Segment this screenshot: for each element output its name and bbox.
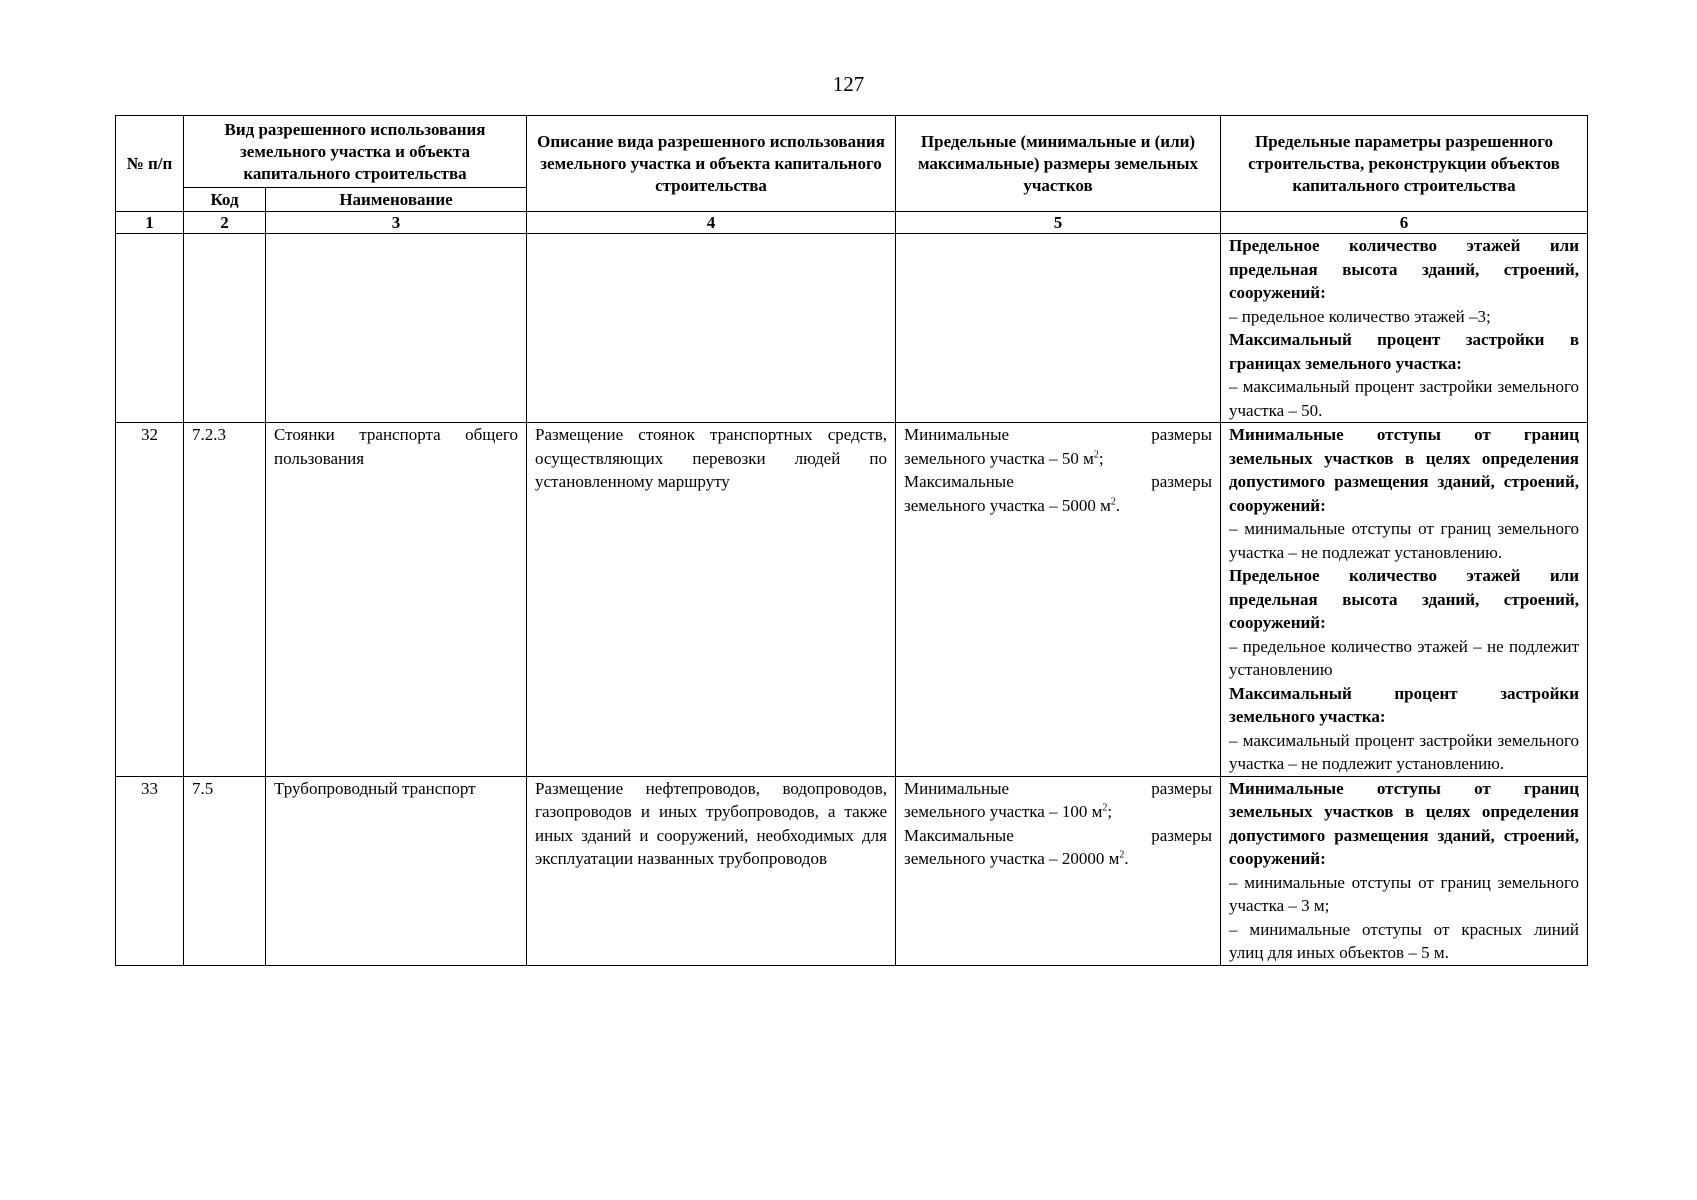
punctuation: . [1124,849,1129,868]
param-value: – предельное количество этажей – не подлежит установлению [1229,636,1579,679]
header-opisanie: Описание вида разрешенного использования земельного участка и объекта капитального строительства [527,116,896,212]
size-label: Минимальные размеры [904,425,1212,444]
column-number: 3 [266,212,527,234]
code-cell: 7.2.3 [184,423,266,777]
punctuation: ; [1098,448,1104,468]
unit-exponent: 2 [1093,448,1099,460]
param-heading: Предельное количество этажей или предельная высота зданий, строений, сооружений: [1229,236,1579,302]
land-use-table [115,115,1588,966]
size-value-text: земельного участка – 5000 м [904,495,1111,515]
code-cell: 7.5 [184,776,266,965]
unit-exponent: 2 [1102,802,1108,814]
table-body [116,234,1588,966]
header-parametry: Предельные параметры разрешенного строительства, реконструкции объектов капитального строительства [1221,116,1588,212]
description-cell [527,234,896,423]
size-cell [896,423,1221,777]
name-cell [266,234,527,423]
size-cell [896,776,1221,965]
header-razmery: Предельные (минимальные и (или) максимальные) размеры земельных участков [896,116,1221,212]
column-number: 5 [896,212,1221,234]
column-number: 4 [527,212,896,234]
param-value: – предельное количество этажей –3; [1229,306,1491,326]
name-cell: Стоянки транспорта общего пользования [266,423,527,777]
param-heading: Минимальные отступы от границ земельных участков в целях определения допустимого размещения зданий, строений, сооружений: [1229,425,1579,515]
size-value-text: земельного участка – 50 м [904,448,1094,468]
size-cell [896,234,1221,423]
row-number-cell: 33 [116,776,184,965]
unit-exponent: 2 [1110,495,1116,507]
name-cell: Трубопроводный транспорт [266,776,527,965]
size-value [904,447,1212,471]
description-cell: Размещение стоянок транспортных средств, осуществляющих перевозки людей по установленному маршруту [527,423,896,777]
punctuation: ; [1107,802,1113,821]
param-value: – минимальные отступы от границ земельного участка – не подлежат установлению. [1229,519,1579,562]
row-number-cell: 32 [116,423,184,777]
size-value-text: земельного участка – 100 м [904,802,1103,821]
param-heading: Максимальный процент застройки земельного участка: [1229,683,1579,726]
table-header [116,116,1588,234]
table-row [116,234,1588,423]
size-value [904,494,1212,518]
size-label: Максимальные размеры [904,825,1212,845]
header-num: № п/п [116,116,184,212]
header-vid-group: Вид разрешенного использования земельного участка и объекта капитального строительства [184,116,527,188]
size-label: Максимальные размеры [904,472,1212,491]
param-value: – минимальные отступы от красных линий улиц для иных объектов – 5 м. [1229,919,1579,962]
param-heading: Предельное количество этажей или предельная высота зданий, строений, сооружений: [1229,566,1579,632]
punctuation: . [1115,495,1121,515]
param-value: – минимальные отступы от границ земельного участка – 3 м; [1229,872,1579,915]
column-number: 1 [116,212,184,234]
param-heading: Максимальный процент застройки в границах земельного участка: [1229,330,1579,373]
params-cell [1221,234,1588,423]
table-row [116,776,1588,965]
param-heading: Минимальные отступы от границ земельных участков в целях определения допустимого размещения зданий, строений, сооружений: [1229,778,1579,868]
size-value-text: земельного участка – 20000 м [904,849,1120,868]
page-number: 127 [832,72,865,96]
row-number-cell [116,234,184,423]
code-cell [184,234,266,423]
column-number-row [116,212,1588,234]
column-number: 6 [1221,212,1588,234]
param-value: – максимальный процент застройки земельного участка – 50. [1229,377,1579,420]
header-kod: Код [184,188,266,212]
table-row [116,423,1588,777]
size-label: Минимальные размеры [904,778,1212,798]
header-naimenovanie: Наименование [266,188,527,212]
column-number: 2 [184,212,266,234]
size-value [904,847,1212,871]
description-cell: Размещение нефтепроводов, водопроводов, газопроводов и иных трубопроводов, а также иных зданий и сооружений, необходимых для эксплуатации названных трубопроводов [527,776,896,965]
size-value [904,800,1212,824]
params-cell [1221,776,1588,965]
param-value: – максимальный процент застройки земельного участка – не подлежит установлению. [1229,730,1579,773]
unit-exponent: 2 [1119,849,1125,861]
params-cell [1221,423,1588,777]
